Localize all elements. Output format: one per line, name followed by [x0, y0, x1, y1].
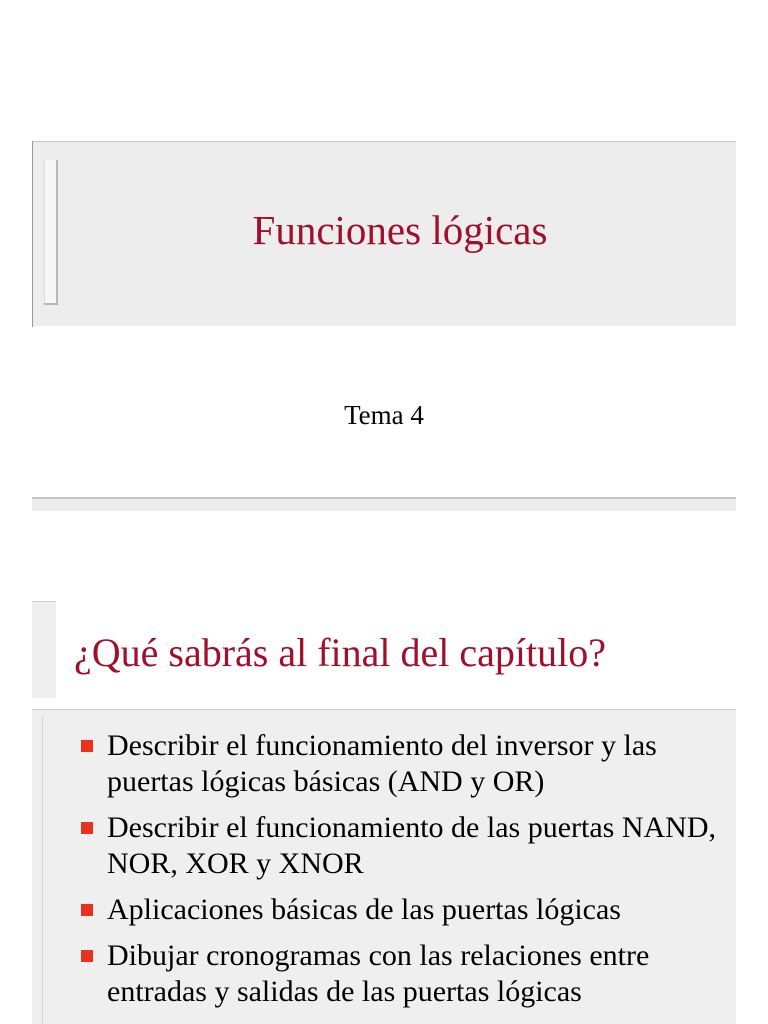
- slide2-title-tab-decoration: [32, 601, 56, 698]
- bullet-item: [78, 938, 728, 1010]
- square-bullet-icon: [81, 904, 93, 916]
- square-bullet-icon: [81, 740, 93, 752]
- bullet-text: Describir el funcionamiento de las puertas NAND, NOR, XOR y XNOR: [107, 811, 716, 880]
- bullet-item: [78, 892, 728, 928]
- bullet-text: Describir el funcionamiento del inversor y las puertas lógicas básicas (AND y OR): [107, 729, 657, 798]
- slide2-title: ¿Qué sabrás al final del capítulo?: [74, 630, 606, 675]
- bullet-text: Dibujar cronogramas con las relaciones entre entradas y salidas de las puertas lógicas: [107, 939, 650, 1008]
- slide1-subtitle: Tema 4: [344, 400, 424, 430]
- slide2-bullet-list: [78, 728, 728, 1020]
- bullet-item: [78, 810, 728, 882]
- bullet-text: Aplicaciones básicas de las puertas lógicas: [107, 893, 621, 926]
- square-bullet-icon: [81, 950, 93, 962]
- bullet-item: [78, 728, 728, 800]
- slide2-body-rule: [42, 716, 43, 1024]
- slide1-title: Funciones lógicas: [252, 207, 548, 253]
- slide1-bottom-divider: [32, 497, 736, 511]
- square-bullet-icon: [81, 822, 93, 834]
